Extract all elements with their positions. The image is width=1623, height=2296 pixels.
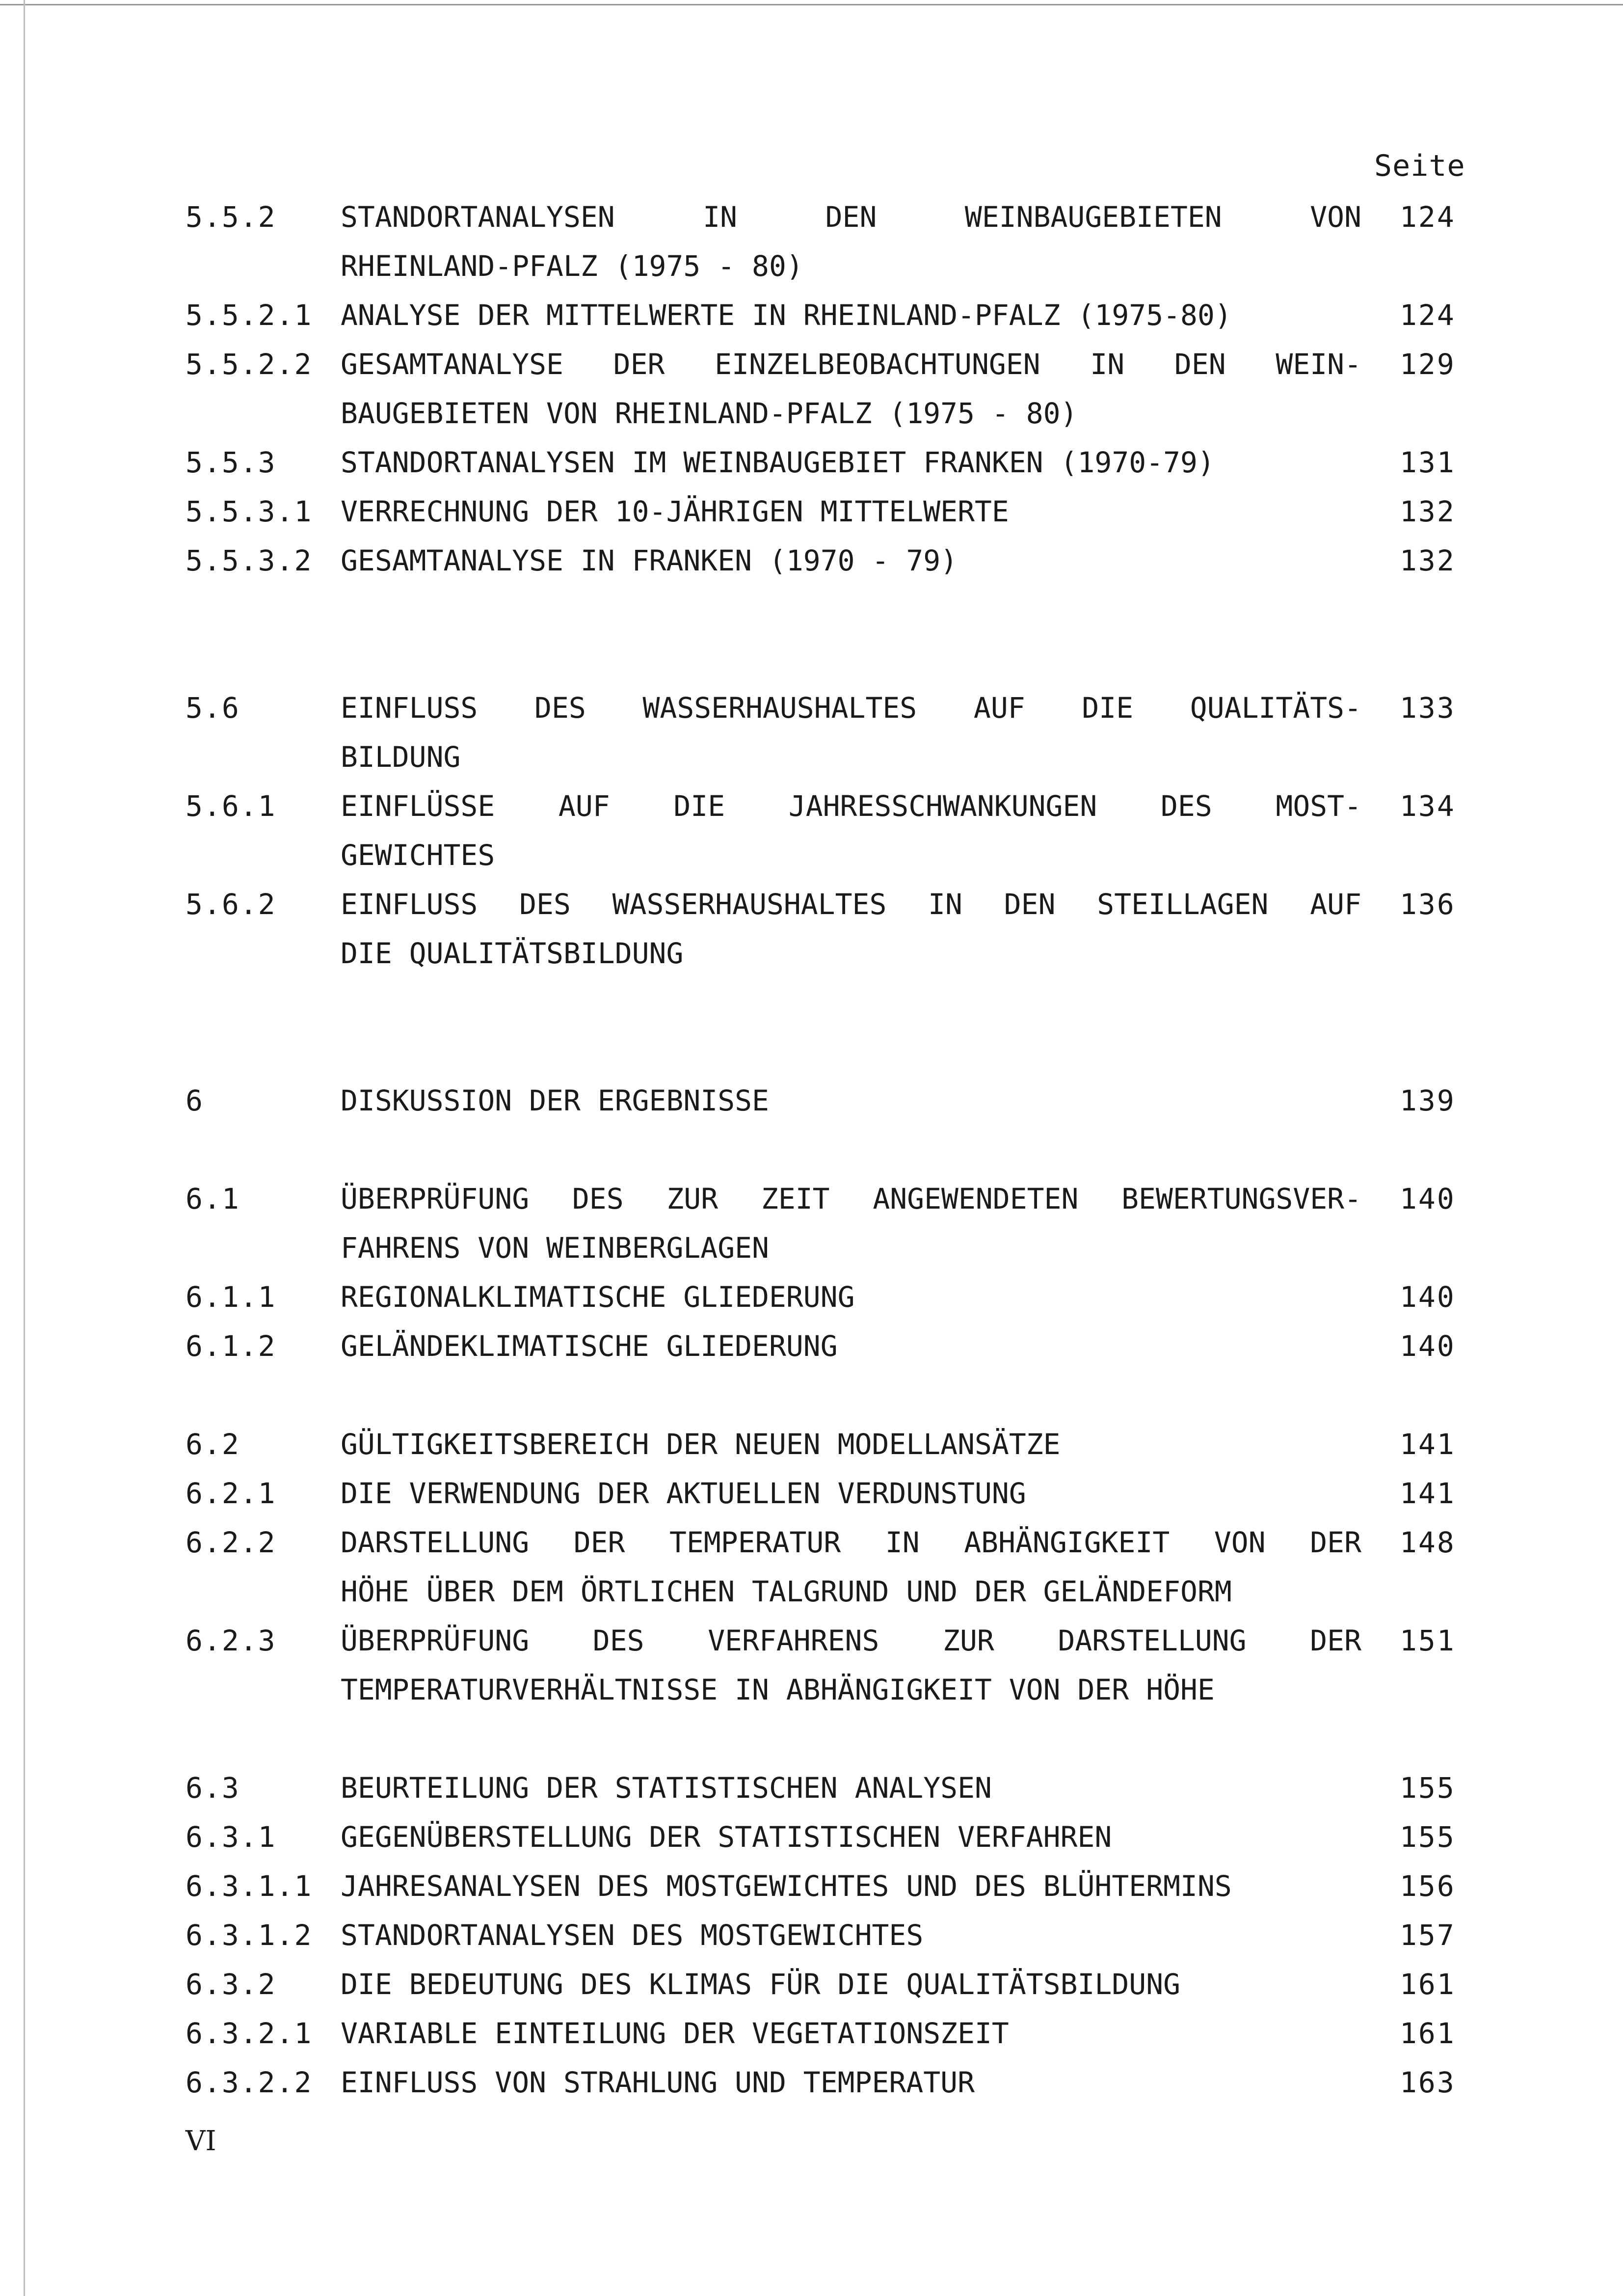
section-title-line: ÜBERPRÜFUNG DES ZUR ZEIT ANGEWENDETEN BEWERTUNGSVER- — [341, 1182, 1361, 1216]
section-title-line: STANDORTANALYSEN IN DEN WEINBAUGEBIETEN VON — [341, 200, 1361, 234]
page-number: 151 — [1400, 1624, 1456, 1657]
section-title — [341, 1420, 1361, 1469]
section-title-line: VARIABLE EINTEILUNG DER VEGETATIONSZEIT — [341, 2017, 1009, 2050]
page-number: 124 — [1400, 298, 1456, 332]
page-number: 129 — [1400, 348, 1456, 381]
section-title — [341, 192, 1361, 291]
section-number: 5.5.2 — [186, 200, 276, 234]
section-number: 6 — [186, 1084, 204, 1117]
page-number: 155 — [1400, 1771, 1456, 1805]
section-title-line: STANDORTANALYSEN IM WEINBAUGEBIET FRANKEN (1970-79) — [341, 446, 1215, 479]
section-title-line: EINFLUSS VON STRAHLUNG UND TEMPERATUR — [341, 2066, 975, 2099]
section-number: 6.3.1 — [186, 1820, 276, 1854]
section-title-line: GEGENÜBERSTELLUNG DER STATISTISCHEN VERFAHREN — [341, 1820, 1112, 1854]
section-title — [341, 291, 1361, 340]
section-title-line: TEMPERATURVERHÄLTNISSE IN ABHÄNGIGKEIT VON DER HÖHE — [341, 1673, 1215, 1706]
section-title-line: DIE VERWENDUNG DER AKTUELLEN VERDUNSTUNG — [341, 1477, 1026, 1510]
section-title — [341, 880, 1361, 978]
section-number: 5.5.3.1 — [186, 495, 313, 528]
section-title-line: ÜBERPRÜFUNG DES VERFAHRENS ZUR DARSTELLUNG DER — [341, 1624, 1361, 1657]
page-number: 141 — [1400, 1428, 1456, 1461]
section-title — [341, 1616, 1361, 1714]
section-title-line: DIE BEDEUTUNG DES KLIMAS FÜR DIE QUALITÄTSBILDUNG — [341, 1968, 1181, 2001]
section-number: 6.1.1 — [186, 1280, 276, 1314]
page-number: 157 — [1400, 1918, 1456, 1952]
page-number: 141 — [1400, 1477, 1456, 1510]
section-number: 5.5.3 — [186, 446, 276, 479]
page-number: 161 — [1400, 2017, 1456, 2050]
section-number: 5.5.2.1 — [186, 298, 313, 332]
section-title — [341, 2058, 1361, 2107]
section-title-line: GESAMTANALYSE DER EINZELBEOBACHTUNGEN IN DEN WEIN- — [341, 348, 1361, 381]
page-number: 156 — [1400, 1869, 1456, 1903]
section-title-line: ANALYSE DER MITTELWERTE IN RHEINLAND-PFALZ (1975-80) — [341, 298, 1232, 332]
page-number: 140 — [1400, 1280, 1456, 1314]
page-number: 136 — [1400, 888, 1456, 921]
page-number: 133 — [1400, 691, 1456, 725]
section-title-line: STANDORTANALYSEN DES MOSTGEWICHTES — [341, 1918, 924, 1952]
section-number: 6.3.2 — [186, 1968, 276, 2001]
section-title — [341, 536, 1361, 585]
section-title-line: EINFLÜSSE AUF DIE JAHRESSCHWANKUNGEN DES MOST- — [341, 789, 1361, 823]
page-number: 161 — [1400, 1968, 1456, 2001]
section-number: 6.3.2.1 — [186, 2017, 313, 2050]
section-title — [341, 1272, 1361, 1322]
page-number: 140 — [1400, 1329, 1456, 1363]
section-number: 6.2.3 — [186, 1624, 276, 1657]
section-title-line: BEURTEILUNG DER STATISTISCHEN ANALYSEN — [341, 1771, 992, 1805]
section-number: 5.6.1 — [186, 789, 276, 823]
page-number: 132 — [1400, 495, 1456, 528]
section-title-line: VERRECHNUNG DER 10-JÄHRIGEN MITTELWERTE — [341, 495, 1009, 528]
section-title-line: JAHRESANALYSEN DES MOSTGEWICHTES UND DES BLÜHTERMINS — [341, 1869, 1232, 1903]
section-title — [341, 1862, 1361, 1911]
section-title-line: GÜLTIGKEITSBEREICH DER NEUEN MODELLANSÄTZE — [341, 1428, 1061, 1461]
section-title-line: EINFLUSS DES WASSERHAUSHALTES AUF DIE QUALITÄTS- — [341, 691, 1361, 725]
section-number: 5.6.2 — [186, 888, 276, 921]
section-title-line: GELÄNDEKLIMATISCHE GLIEDERUNG — [341, 1329, 838, 1363]
page-number: 132 — [1400, 544, 1456, 577]
section-title-line: BAUGEBIETEN VON RHEINLAND-PFALZ (1975 - 80) — [341, 397, 1078, 430]
section-number: 5.6 — [186, 691, 240, 725]
section-title — [341, 1322, 1361, 1371]
section-title — [341, 782, 1361, 880]
section-number: 6.3 — [186, 1771, 240, 1805]
section-title — [341, 2009, 1361, 2058]
section-number: 6.2 — [186, 1428, 240, 1461]
section-title — [341, 1469, 1361, 1518]
section-number: 6.2.2 — [186, 1526, 276, 1559]
section-title-line: GEWICHTES — [341, 838, 495, 872]
section-number: 6.2.1 — [186, 1477, 276, 1510]
page-number-footer: VI — [186, 2125, 216, 2157]
section-number: 6.3.1.1 — [186, 1869, 313, 1903]
page-number: 163 — [1400, 2066, 1456, 2099]
section-title — [341, 1174, 1361, 1272]
page-number: 134 — [1400, 789, 1456, 823]
section-title — [341, 1960, 1361, 2009]
page-number: 131 — [1400, 446, 1456, 479]
section-title — [341, 340, 1361, 438]
page-number: 139 — [1400, 1084, 1456, 1117]
page-column-header: Seite — [1374, 149, 1465, 183]
section-title-line: DARSTELLUNG DER TEMPERATUR IN ABHÄNGIGKEIT VON DER — [341, 1526, 1361, 1559]
section-number: 6.3.1.2 — [186, 1918, 313, 1952]
section-title — [341, 487, 1361, 536]
section-title — [341, 1911, 1361, 1960]
page-number: 140 — [1400, 1182, 1456, 1216]
section-number: 6.3.2.2 — [186, 2066, 313, 2099]
section-number: 6.1.2 — [186, 1329, 276, 1363]
section-title-line: DIE QUALITÄTSBILDUNG — [341, 937, 684, 970]
section-title-line: GESAMTANALYSE IN FRANKEN (1970 - 79) — [341, 544, 958, 577]
section-title — [341, 1076, 1361, 1125]
section-number: 5.5.3.2 — [186, 544, 313, 577]
section-title-line: HÖHE ÜBER DEM ÖRTLICHEN TALGRUND UND DER GELÄNDEFORM — [341, 1575, 1232, 1608]
section-title-line: EINFLUSS DES WASSERHAUSHALTES IN DEN STEILLAGEN AUF — [341, 888, 1361, 921]
section-title — [341, 1518, 1361, 1616]
section-title-line: REGIONALKLIMATISCHE GLIEDERUNG — [341, 1280, 855, 1314]
page-number: 155 — [1400, 1820, 1456, 1854]
section-title — [341, 1763, 1361, 1812]
page-number: 148 — [1400, 1526, 1456, 1559]
section-title-line: DISKUSSION DER ERGEBNISSE — [341, 1084, 769, 1117]
section-title — [341, 683, 1361, 782]
page-number: 124 — [1400, 200, 1456, 234]
section-title-line: BILDUNG — [341, 740, 461, 774]
section-title — [341, 438, 1361, 487]
section-title-line: RHEINLAND-PFALZ (1975 - 80) — [341, 249, 803, 283]
section-title — [341, 1812, 1361, 1862]
section-title-line: FAHRENS VON WEINBERGLAGEN — [341, 1231, 769, 1265]
section-number: 6.1 — [186, 1182, 240, 1216]
section-number: 5.5.2.2 — [186, 348, 313, 381]
